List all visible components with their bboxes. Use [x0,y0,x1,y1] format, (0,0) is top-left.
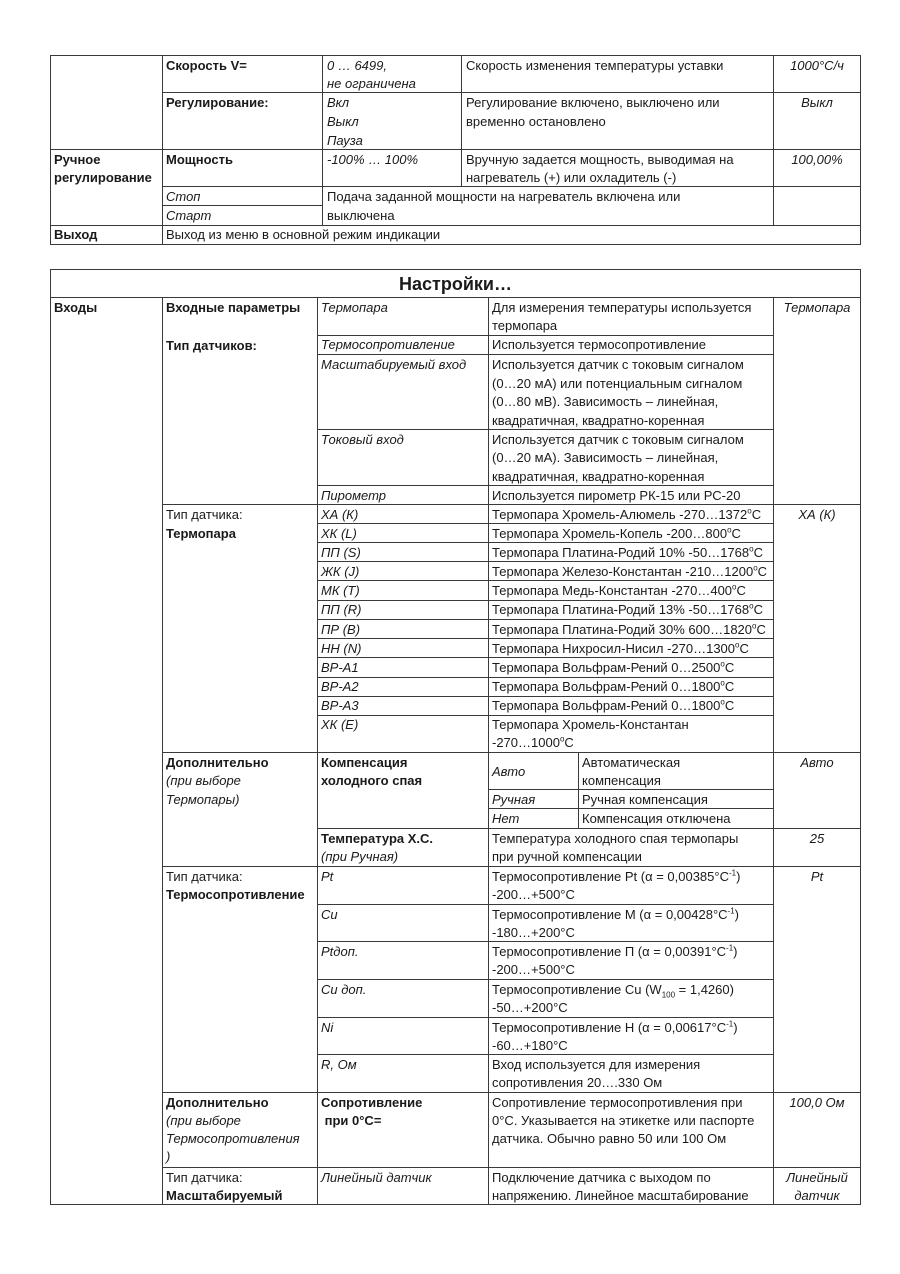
tc-desc: Термопара Нихросил-Нисил -270…1300$^o$C [492,640,749,656]
option-desc: термопара [492,318,558,333]
option-desc: Для измерения температуры используется [492,300,752,315]
cj-option: Нет [492,811,520,826]
range-value: не ограничена [327,76,416,91]
cj-desc: Ручная компенсация [582,792,708,807]
cjt-label: Температура Х.С. [321,831,434,846]
rtd-range: -50…+200°C [492,1000,568,1015]
option-desc: (0…80 мВ). Зависимость – линейная, [492,394,719,409]
default-value: Pt [810,869,824,884]
rtd-desc: Термосопротивление Pt $(\alpha = 0,00385^\circ C^{-1})$ [492,868,741,884]
extra-label: Термосопротивления [166,1131,300,1146]
option-name: Термосопротивление [321,337,455,352]
range-value: 0 … 6499, [327,58,387,73]
cj-desc: Автоматическая [582,755,681,770]
rtd-option: Ptдоп. [321,944,359,959]
tc-option: МК (Т) [321,583,360,598]
default-value: 25 [809,831,825,846]
tc-option: ВР-А1 [321,660,359,675]
default-value: Линейный [786,1170,848,1185]
cjt-desc: Температура холодного спая термопары [492,831,739,846]
rtd-desc: Термосопротивление П $(\alpha = 0,00391^\circ C^{-1})$ [492,943,738,959]
cj-desc: Компенсация отключена [582,811,731,826]
param-regulation: Регулирование: [166,95,269,110]
option-name: Термопара [321,300,388,315]
rtd-option: Ni [321,1020,334,1035]
rtd-option: Cu [321,907,338,922]
rtd-desc: Вход используется для измерения [492,1057,701,1072]
rtd-option: R, Ом [321,1057,357,1072]
r0-desc: Сопротивление термосопротивления при [492,1095,743,1110]
group-exit: Выход [54,227,98,242]
cj-option: Авто [492,764,526,779]
description: Вручную задается мощность, выводимая на [466,152,734,167]
extra-label: (при выборе [166,1113,241,1128]
rtd-desc: Термосопротивление Н $(\alpha = 0,00617^\circ C^{-1})$ [492,1019,738,1035]
group-inputs: Входы [54,300,98,315]
tc-option: ПР (В) [321,622,361,637]
scaled-option: Линейный датчик [321,1170,432,1185]
option-desc: квадратичная, квадратно-коренная [492,413,705,428]
extra-label: Термопары) [166,792,240,807]
sensor-type-label: Тип датчика: [166,869,243,884]
option-desc: Используется датчик с токовым сигналом [492,432,744,447]
option-stop: Стоп [166,189,201,204]
tc-option: НН (N) [321,641,362,656]
option-name: Токовый вход [321,432,404,447]
r0-desc: 0°C. Указывается на этикетке или паспорте [492,1113,755,1128]
option-desc: Используется термосопротивление [492,337,706,352]
tc-desc: Термопара Хромель-Константан [492,717,689,732]
tc-option: ХА (К) [321,507,359,522]
description: Регулирование включено, выключено или [466,95,720,110]
cj-desc: компенсация [582,773,661,788]
cj-label: холодного спая [321,773,423,788]
cj-label: Компенсация [321,755,408,770]
description: Подача заданной мощности на нагреватель включена или [327,189,681,204]
extra-label: ) [166,1149,171,1164]
tc-desc: -270…1000$^o$C [492,734,574,750]
sensor-types-label: Тип датчиков: [166,338,257,353]
r0-label: Сопротивление [321,1095,423,1110]
tc-desc: Термопара Платина-Родий 30% 600…1820$^o$C [492,621,766,637]
tc-option: ЖК (J) [321,564,360,579]
tc-desc: Термопара Вольфрам-Рений 0…2500$^o$C [492,659,735,675]
default-value: Термопара [783,300,851,315]
default-value: датчик [794,1188,840,1203]
tc-desc: Термопара Платина-Родий 10% -50…1768$^o$C [492,544,763,560]
tc-option: ПП (S) [321,545,361,560]
rtd-range: сопротивления 20….330 Ом [492,1075,663,1090]
rtd-range: -60…+180°C [492,1038,568,1053]
option-desc: Используется пирометр РК-15 или РС-20 [492,488,741,503]
default-value: Выкл [801,95,833,110]
option-desc: (0…20 мА). Зависимость – линейная, [492,450,719,465]
rtd-option: Pt [321,869,334,884]
range-value: Выкл [327,114,359,129]
rtd-option: Cu доп. [321,982,367,997]
description: Выход из меню в основной режим индикации [166,227,441,242]
option-name: Пирометр [321,488,387,503]
range-value: Вкл [327,95,350,110]
option-desc: (0…20 мА) или потенциальным сигналом [492,376,743,391]
r0-label: при 0°C= [321,1113,382,1128]
cjt-desc: при ручной компенсации [492,849,642,864]
range-value: -100% … 100% [327,152,419,167]
tc-desc: Термопара Железо-Константан -210…1200$^o$C [492,563,768,579]
default-value: 1000°C/ч [790,58,844,73]
tc-desc: Термопара Хромель-Копель -200…800$^o$C [492,525,741,541]
input-params-label: Входные параметры [166,300,301,315]
tc-desc: Термопара Хромель-Алюмель -270…1372$^o$C [492,506,762,522]
option-desc: квадратичная, квадратно-коренная [492,469,705,484]
description: Скорость изменения температуры уставки [466,58,724,73]
default-value: Авто [800,755,834,770]
extra-label: Дополнительно [166,1095,269,1110]
cj-option: Ручная [492,792,536,807]
sensor-type-label: Тип датчика: [166,1170,243,1185]
sensor-type-rtd: Термосопротивление [166,887,305,902]
extra-label: Дополнительно [166,755,269,770]
rtd-range: -180…+200°C [492,925,575,940]
rtd-range: -200…+500°C [492,887,575,902]
cjt-label: (при Ручная) [321,849,399,864]
tc-option: ХК (Е) [321,717,359,732]
description: выключена [327,208,395,223]
group-manual: регулирование [54,170,152,185]
sensor-type-thermocouple: Термопара [166,526,236,541]
sensor-type-label: Тип датчика: [166,507,243,522]
description: нагреватель (+) или охладитель (-) [466,170,677,185]
option-name: Масштабируемый вход [321,357,467,372]
rtd-desc: Термосопротивление Cu $(W_{100} = 1,4260)$ [492,982,734,1000]
default-value: ХА (К) [798,507,836,522]
sensor-type-scaled: Масштабируемый [166,1188,283,1203]
option-desc: Используется датчик с токовым сигналом [492,357,744,372]
rtd-range: -200…+500°C [492,962,575,977]
tc-desc: Термопара Медь-Константан -270…400$^o$C [492,582,746,598]
group-manual: Ручное [54,152,101,167]
tc-desc: Термопара Вольфрам-Рений 0…1800$^o$C [492,678,735,694]
range-value: Пауза [327,133,363,148]
section-title: Настройки… [399,274,512,294]
default-value: 100,00% [791,152,843,167]
param-power: Мощность [166,152,233,167]
tc-option: ВР-А2 [321,679,359,694]
tc-desc: Термопара Платина-Родий 13% -50…1768$^o$C [492,601,763,617]
r0-desc: датчика. Обычно равно 50 или 100 Ом [492,1131,727,1146]
rtd-desc: Термосопротивление М $(\alpha = 0,00428^\circ C^{-1})$ [492,906,739,922]
extra-label: (при выборе [166,773,241,788]
tc-option: ПП (R) [321,602,362,617]
param-speed: Скорость V= [166,58,247,73]
scaled-desc: напряжению. Линейное масштабирование [492,1188,749,1203]
tc-desc: Термопара Вольфрам-Рений 0…1800$^o$C [492,697,735,713]
default-value: 100,0 Ом [789,1095,845,1110]
option-start: Старт [166,208,212,223]
tc-option: ВР-А3 [321,698,359,713]
scaled-desc: Подключение датчика с выходом по [492,1170,711,1185]
description: временно остановлено [466,114,606,129]
tc-option: ХК (L) [321,526,357,541]
